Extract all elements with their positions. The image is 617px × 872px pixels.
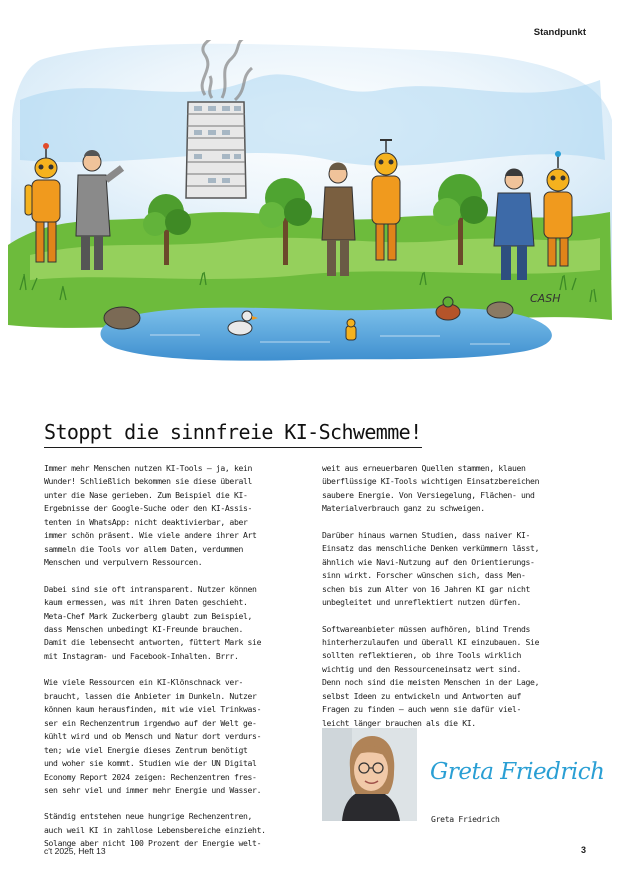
pond [100, 308, 551, 361]
article-column-right [322, 462, 584, 743]
article-paragraph: Softwareanbieter müssen aufhören, blind Trends hinterherzulaufen und überall KI einzubauen. Sie sollten reflektieren, ob ihre Tools wirklich wichtig und den Ressourceneinsatz wert sind. Denn noch sind die meisten Menschen in der Lage, selbst Ideen zu entwickeln und Antworten auf Fragen zu finden – auch wenn sie dafür viel- leicht länger brauchen als die KI. [322, 623, 540, 728]
author-signature: Greta Friedrich [430, 759, 605, 785]
article-paragraph: Immer mehr Menschen nutzen KI-Tools – ja, kein Wunder! Schließlich bekommen sie diese überall unter die Nase gerieben. Zum Beispiel die KI- Ergebnisse der Google-Suche oder den KI-Assis- tenten in WhatsApp: nicht deaktivierbar, aber immer schön präsent. Wie viele andere ihrer Art sammeln die Tools vor allem Daten, verdummen Menschen und verpulvern Ressourcen. [44, 463, 257, 568]
article-paragraph: Dabei sind sie oft intransparent. Nutzer können kaum ermessen, was mit ihren Daten geschieht. Meta-Chef Mark Zuckerberg glaubt zum Beispiel, dass Menschen unbedingt KI-Freunde brauchen. Damit die lebensecht antworten, füttert Mark sie mit Instagram- und Facebook-Inhalten. Brrr. [44, 583, 262, 661]
author-name: Greta Friedrich [431, 814, 500, 824]
article-paragraph: Darüber hinaus warnen Studien, dass naiver KI- Einsatz das menschliche Denken verkümmern lässt, ähnlich wie Navi-Nutzung auf den Orientierungs- sinn wirkt. Forscher wünschen sich, dass Men- schen bis zum Alter von 16 Jahren KI gar nicht unbegleitet und unreflektiert nutzen dürfen. [322, 529, 540, 608]
cartoon-illustration [0, 40, 617, 392]
article-paragraph: weit aus erneuerbaren Quellen stammen, klauen überflüssige KI-Tools wichtigen Einsatzbereichen saubere Energie. Von Versiegelung, Flächen- und Materialverbrauch ganz zu schweigen. [322, 463, 540, 514]
small-robot-in-water [346, 319, 356, 340]
article-paragraph: Wie viele Ressourcen ein KI-Klönschnack ver- braucht, lassen die Anbieter im Dunkeln. Nutzer können kaum herausfinden, mit wie viel Trinkwas- ser ein Rechenzentrum irgendwo auf der Welt ge- kühlt wird und ob Mensch und Natur dort verdurs- ten; wie viel Energie dieses Zentrum benötigt und woher sie kommt. Studien wie der UN Digital Economy Report 2024 zeigen: Rechenzentren fres- sen sehr viel und immer mehr Energie und Wasser. [44, 677, 262, 795]
data-center-tower [186, 102, 246, 198]
artist-signature: CASH [530, 292, 561, 305]
page-number: 3 [580, 845, 586, 855]
article-column-left [44, 462, 306, 864]
issue-label: c't 2025, Heft 13 [44, 846, 106, 856]
section-label: Standpunkt [533, 27, 586, 38]
article-title: Stoppt die sinnfreie KI-Schwemme! [44, 420, 422, 448]
article-paragraph: Ständig entstehen neue hungrige Rechenzentren, auch weil KI in zahllose Lebensbereiche einzieht. Solange aber nicht 100 Prozent der Energie welt- [44, 811, 266, 849]
author-photo [322, 728, 417, 821]
